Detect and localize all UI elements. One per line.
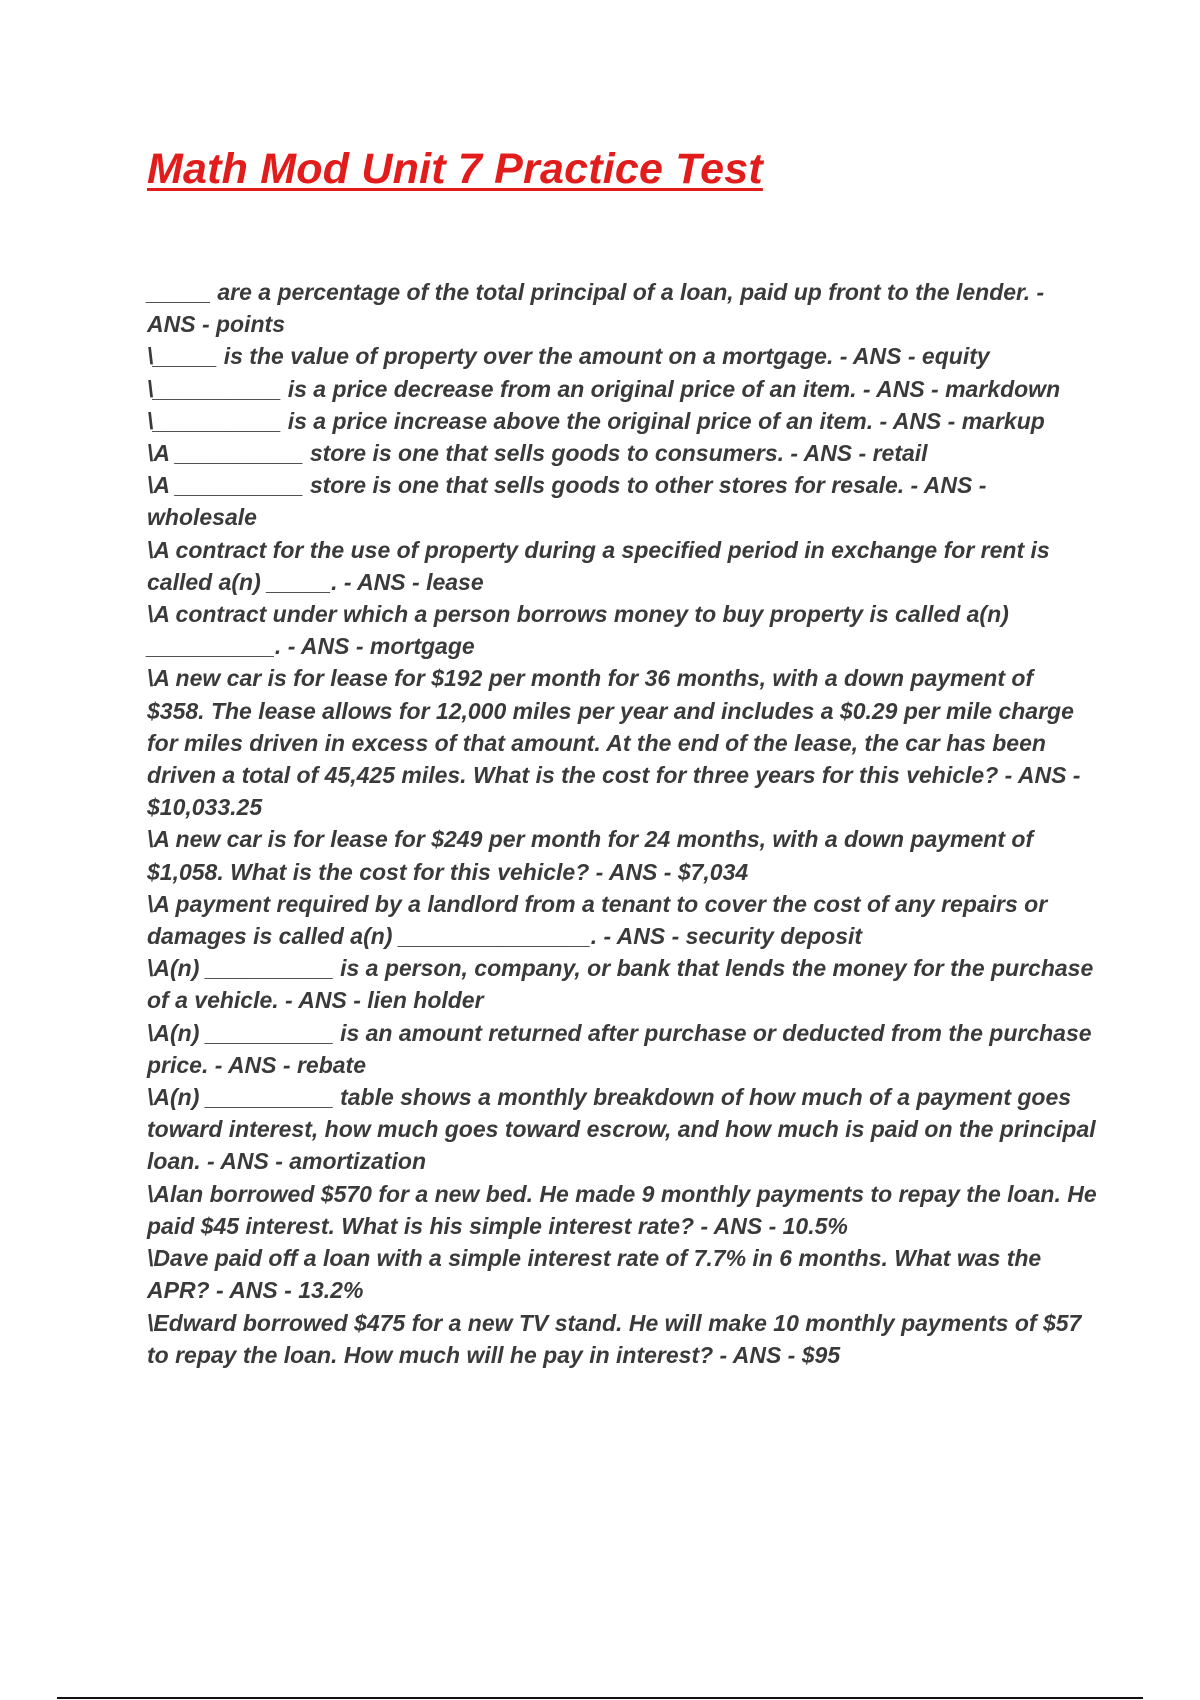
question-item: \A new car is for lease for $249 per month for 24 months, with a down payment of $1,058. What is the cost for this vehicle? - ANS - $7,034	[147, 826, 1034, 885]
question-item: \A new car is for lease for $192 per month for 36 months, with a down payment of $358. The lease allows for 12,000 miles per year and includes a $0.29 per mile charge for miles driven in excess of that amount. At the end of the lease, the car has been driven a total of 45,425 miles. What is the cost for three years for this vehicle? - ANS - $10,033.25	[147, 665, 1081, 821]
question-item: \A(n) __________ is a person, company, or bank that lends the money for the purchase of a vehicle. - ANS - lien holder	[147, 955, 1094, 1014]
question-item: \Dave paid off a loan with a simple interest rate of 7.7% in 6 months. What was the APR? - ANS - 13.2%	[147, 1245, 1042, 1304]
question-item: \__________ is a price decrease from an original price of an item. - ANS - markdown	[147, 375, 1061, 402]
question-item: \__________ is a price increase above the original price of an item. - ANS - markup	[147, 407, 1045, 434]
question-list	[147, 276, 1097, 1371]
question-item: \A __________ store is one that sells goods to other stores for resale. - ANS - wholesale	[147, 472, 987, 531]
question-item: \_____ is the value of property over the amount on a mortgage. - ANS - equity	[147, 343, 990, 370]
question-item: \A(n) __________ is an amount returned after purchase or deducted from the purchase price. - ANS - rebate	[147, 1019, 1092, 1078]
question-item: \A contract under which a person borrows money to buy property is called a(n) __________. - ANS - mortgage	[147, 601, 1009, 660]
question-item: \A __________ store is one that sells goods to consumers. - ANS - retail	[147, 440, 928, 467]
question-item: \A(n) __________ table shows a monthly breakdown of how much of a payment goes toward interest, how much goes toward escrow, and how much is paid on the principal loan. - ANS - amortization	[147, 1084, 1096, 1175]
question-item: \A contract for the use of property during a specified period in exchange for rent is called a(n) _____. - ANS - lease	[147, 536, 1050, 595]
page-title: Math Mod Unit 7 Practice Test	[147, 145, 763, 193]
question-item: \Alan borrowed $570 for a new bed. He made 9 monthly payments to repay the loan. He paid $45 interest. What is his simple interest rate? - ANS - 10.5%	[147, 1180, 1097, 1239]
question-item: \A payment required by a landlord from a tenant to cover the cost of any repairs or damages is called a(n) _______________. - ANS - security deposit	[147, 890, 1048, 950]
question-item: \Edward borrowed $475 for a new TV stand. He will make 10 monthly payments of $57 to repay the loan. How much will he pay in interest? - ANS - $95	[147, 1309, 1082, 1368]
footer-rule	[57, 1697, 1143, 1699]
question-item: _____ are a percentage of the total principal of a loan, paid up front to the lender. - ANS - points	[147, 279, 1045, 338]
